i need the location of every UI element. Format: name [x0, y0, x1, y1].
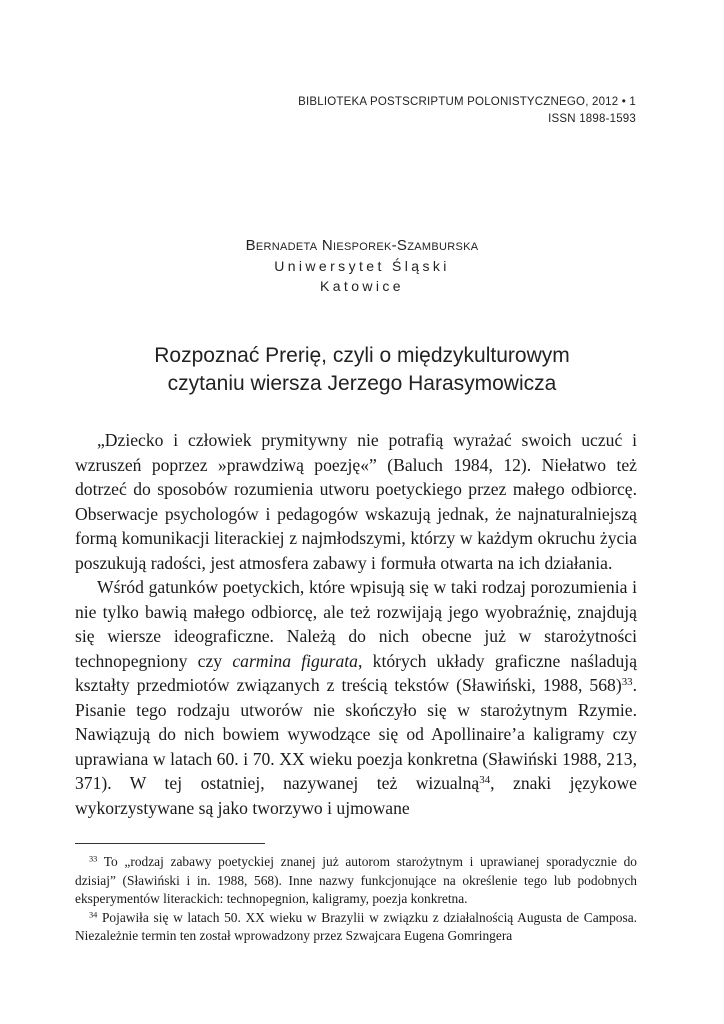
journal-header: [298, 94, 636, 128]
article-body: [75, 428, 637, 820]
paragraph-2: [75, 575, 637, 820]
paragraph-1: „Dziecko i człowiek prymitywny nie potrafią wyrażać swoich uczuć i wzruszeń poprzez »prawdziwą poezję«” (Baluch 1984, 12). Niełatwo też dotrzeć do sposobów rozumienia utworu poetyckiego przez małego odbiorcę. Obserwacje psychologów i pedagogów wskazują jednak, że najnaturalniejszą formą komunikacji literackiej z najmłodszymi, którzy w każdym okruchu życia poszukują radości, jest atmosfera zabawy i formuła otwarta na ich działania.: [75, 430, 637, 573]
footnote-ref-34[interactable]: 34: [479, 774, 491, 786]
paragraph-2-text-a: Wśród gatunków poetyckich, które wpisują się w taki rodzaj porozumienia i nie tylko bawią małego odbiorcę, ale też rozwijają jego wyobraźnię, znajdują się wiersze ideograficzne. Należą do nich obecne już w starożytności technopegniony czy: [75, 577, 637, 671]
issn-line: ISSN 1898-1593: [548, 113, 636, 125]
paragraph-2-text-c: . Pisanie tego rodzaju utworów nie skończyło się w starożytnym Rzymie. Nawiązują do nich bowiem wywodzące się od Apollinaire’a kaligramy czy uprawiana w latach 60. i 70. XX wieku poezja konkretna (Sławiński 1988, 213, 371). W tej ostatniej, nazywanej też wizualną: [75, 675, 637, 793]
footnote-ref-33[interactable]: 33: [621, 676, 633, 688]
article-title: [0, 342, 724, 398]
footnote-33-text: To „rodzaj zabawy poetyckiej znanej już autorom starożytnym i uprawianej sporadycznie do dzisiaj” (Sławiński i in. 1988, 568). Inne nazwy funkcjonujące na określenie tego lub podobnych eksperymentów literackich: technopegnion, kaligramy, poezja konkretna.: [75, 854, 637, 907]
paragraph-2-text-d: , znaki językowe wykorzystywane są jako tworzywo i ujmowane: [75, 773, 637, 818]
author-block: [0, 236, 724, 296]
footnote-34-number: 34: [89, 910, 98, 920]
journal-series-line: BIBLIOTEKA POSTSCRIPTUM POLONISTYCZNEGO, 2012 • 1: [298, 96, 636, 108]
footnote-33: [75, 853, 637, 909]
author-affiliation: Uniwersytet Śląski: [274, 258, 450, 274]
author-city: Katowice: [319, 278, 404, 294]
footnotes: [75, 853, 637, 946]
footnote-34-text: Pojawiła się w latach 50. XX wieku w Brazylii w związku z działalnością Augusta de Camposa. Niezależnie termin ten został wprowadzony przez Szwajcara Eugena Gomringera: [75, 909, 637, 944]
paragraph-2-text-b: , których układy graficzne naśladują kształty przedmiotów związanych z treścią tekstów (Sławiński, 1988, 568): [75, 650, 637, 695]
latin-term: carmina figurata: [232, 650, 358, 671]
footnote-divider: [75, 843, 265, 844]
footnote-34: [75, 909, 637, 946]
article-title-line-1: Rozpoznać Prerię, czyli o międzykulturowym: [154, 344, 570, 367]
article-title-line-2: czytaniu wiersza Jerzego Harasymowicza: [167, 372, 557, 395]
author-name: Bernadeta Niesporek-Szamburska: [245, 237, 479, 254]
footnote-33-number: 33: [89, 854, 98, 864]
